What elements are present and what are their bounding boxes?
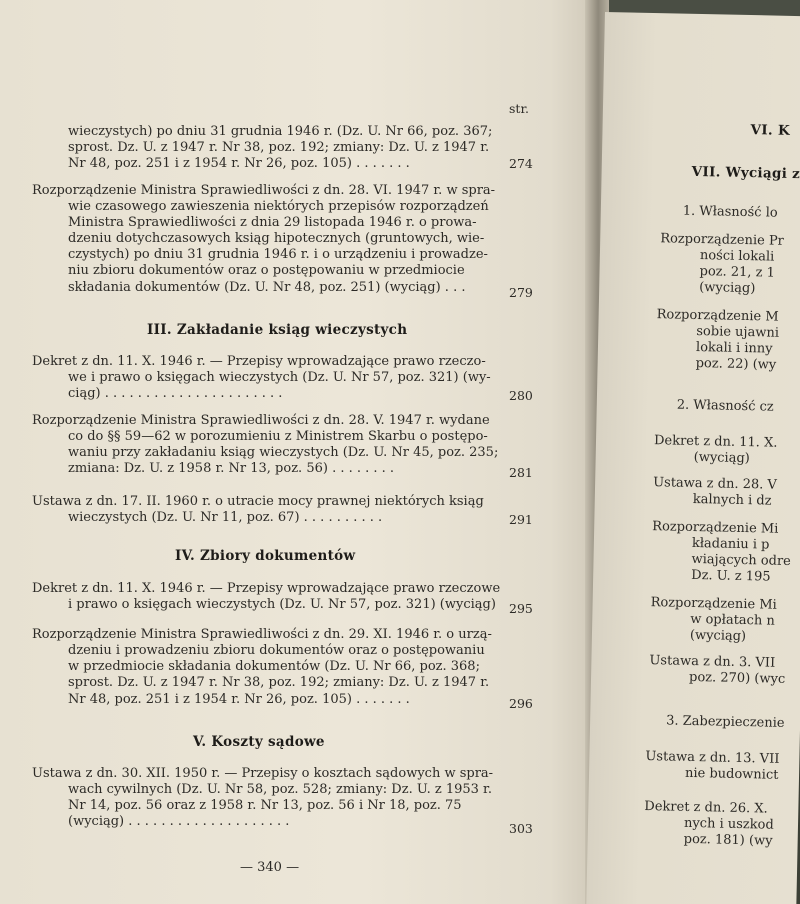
page-footer-number: — 340 —	[240, 860, 300, 875]
right-line: lokali i inny	[695, 339, 773, 357]
entry-line: Rozporządzenie Ministra Sprawiedliwości z dn. 28. VI. 1947 r. w spra-	[32, 183, 496, 198]
right-line: 2. Własność cz	[676, 397, 774, 415]
right-line: Ustawa z dn. 28. V	[652, 475, 778, 493]
right-line: (wyciąg)	[693, 449, 750, 467]
entry-page-number: 303	[509, 821, 533, 836]
entry-page-number: 291	[509, 512, 533, 527]
entry-page-number: 279	[509, 285, 533, 300]
right-page	[586, 12, 800, 904]
page-column-label: str.	[509, 101, 530, 116]
section-heading: IV. Zbiory dokumentów	[175, 548, 356, 564]
right-line: kalnych i dz	[692, 491, 772, 509]
entry-page-number: 274	[509, 156, 533, 171]
right-line: w opłatach n	[690, 611, 775, 629]
right-line: poz. 181) (wy	[683, 831, 773, 849]
right-line: ności lokali	[699, 248, 775, 265]
section-heading: III. Zakładanie ksiąg wieczystych	[147, 322, 408, 338]
entry-line: Rozporządzenie Ministra Sprawiedliwości z dn. 29. XI. 1946 r. o urzą-	[32, 627, 492, 642]
entry-line: wie czasowego zawieszenia niektórych przepisów rozporządzeń	[68, 199, 489, 214]
entry-line: w przedmiocie składania dokumentów (Dz. U. Nr 66, poz. 368;	[68, 659, 480, 674]
right-line: Rozporządzenie Mi	[650, 595, 777, 613]
entry-line: dzeniu dotychczasowych ksiąg hipotecznych (gruntowych, wie-	[68, 231, 485, 246]
right-line: poz. 270) (wyc	[688, 669, 786, 687]
right-heading: VII. Wyciągi z	[691, 163, 800, 183]
right-line: (wyciąg)	[699, 280, 756, 297]
right-line: poz. 22) (wy	[695, 355, 777, 373]
entry-line: Ministra Sprawiedliwości z dnia 29 listopada 1946 r. o prowa-	[68, 215, 477, 230]
entry-line: Ustawa z dn. 30. XII. 1950 r. — Przepisy o kosztach sądowych w spra-	[32, 766, 494, 781]
entry-line: czystych) po dniu 31 grudnia 1946 r. i o urządzeniu i prowadze-	[68, 247, 488, 262]
right-line: Rozporządzenie Mi	[652, 519, 779, 537]
right-line: wiających odre	[691, 551, 791, 570]
right-line: Dekret z dn. 26. X.	[644, 799, 768, 817]
entry-page-number: 295	[509, 601, 533, 616]
right-line: sobie ujawni	[696, 323, 780, 341]
entry-line: wieczystych (Dz. U. Nr 11, poz. 67) . . . . . . . . . .	[68, 510, 383, 525]
entry-line: sprost. Dz. U. z 1947 r. Nr 38, poz. 192; zmiany: Dz. U. z 1947 r.	[68, 675, 490, 690]
right-line: poz. 21, z 1	[699, 264, 776, 281]
entry-page-number: 281	[509, 465, 533, 480]
entry-line: Rozporządzenie Ministra Sprawiedliwości z dn. 28. V. 1947 r. wydane	[32, 413, 490, 428]
right-line: nie budownict	[684, 765, 779, 783]
entry-line: zmiana: Dz. U. z 1958 r. Nr 13, poz. 56) . . . . . . . .	[68, 461, 395, 476]
entry-line: Nr 48, poz. 251 i z 1954 r. Nr 26, poz. 105) . . . . . . .	[68, 156, 410, 171]
entry-line: niu zbioru dokumentów oraz o postępowaniu w przedmiocie	[68, 263, 465, 278]
right-line: nych i uszkod	[683, 815, 774, 833]
entry-line: składania dokumentów (Dz. U. Nr 48, poz. 251) (wyciąg) . . .	[68, 280, 466, 295]
entry-line: Dekret z dn. 11. X. 1946 r. — Przepisy wprowadzające prawo rzeczowe	[32, 581, 501, 596]
entry-line: sprost. Dz. U. z 1947 r. Nr 38, poz. 192; zmiany: Dz. U. z 1947 r.	[68, 140, 490, 155]
right-line: 1. Własność lo	[682, 203, 778, 221]
right-line: Dekret z dn. 11. X.	[653, 433, 778, 451]
right-line: Ustawa z dn. 13. VII	[645, 749, 780, 767]
entry-line: we i prawo o księgach wieczystych (Dz. U. Nr 57, poz. 321) (wy-	[68, 370, 491, 385]
right-line: Rozporządzenie M	[656, 307, 779, 325]
entry-line: dzeniu i prowadzeniu zbioru dokumentów oraz o postępowaniu	[68, 643, 485, 658]
entry-line: ciąg) . . . . . . . . . . . . . . . . . . . . . .	[68, 386, 283, 401]
right-line: 3. Zabezpieczenie	[666, 713, 785, 731]
right-line: kładaniu i p	[691, 535, 770, 553]
entry-line: wieczystych) po dniu 31 grudnia 1946 r. (Dz. U. Nr 66, poz. 367;	[68, 124, 493, 139]
entry-line: i prawo o księgach wieczystych (Dz. U. Nr 57, poz. 321) (wyciąg)	[68, 597, 496, 612]
entry-page-number: 296	[509, 696, 533, 711]
right-line: Dz. U. z 195	[691, 567, 771, 585]
entry-line: wach cywilnych (Dz. U. Nr 58, poz. 528; zmiany: Dz. U. z 1953 r.	[68, 782, 492, 797]
right-heading: VI. K	[750, 122, 791, 139]
entry-page-number: 280	[509, 388, 533, 403]
right-line: Rozporządzenie Pr	[660, 231, 785, 249]
entry-line: co do §§ 59—62 w porozumieniu z Ministrem Skarbu o postępo-	[68, 429, 488, 444]
entry-line: Nr 14, poz. 56 oraz z 1958 r. Nr 13, poz. 56 i Nr 18, poz. 75	[68, 798, 462, 813]
entry-line: waniu przy zakładaniu ksiąg wieczystych (Dz. U. Nr 45, poz. 235;	[68, 445, 499, 460]
entry-line: Dekret z dn. 11. X. 1946 r. — Przepisy wprowadzające prawo rzeczo-	[32, 354, 486, 369]
right-line: Ustawa z dn. 3. VII	[649, 653, 776, 671]
entry-line: Ustawa z dn. 17. II. 1960 r. o utracie mocy prawnej niektórych ksiąg	[32, 494, 484, 509]
entry-line: Nr 48, poz. 251 i z 1954 r. Nr 26, poz. 105) . . . . . . .	[68, 692, 410, 707]
right-line: (wyciąg)	[689, 627, 747, 645]
entry-line: (wyciąg) . . . . . . . . . . . . . . . . . . . .	[68, 814, 290, 829]
section-heading: V. Koszty sądowe	[193, 734, 325, 750]
